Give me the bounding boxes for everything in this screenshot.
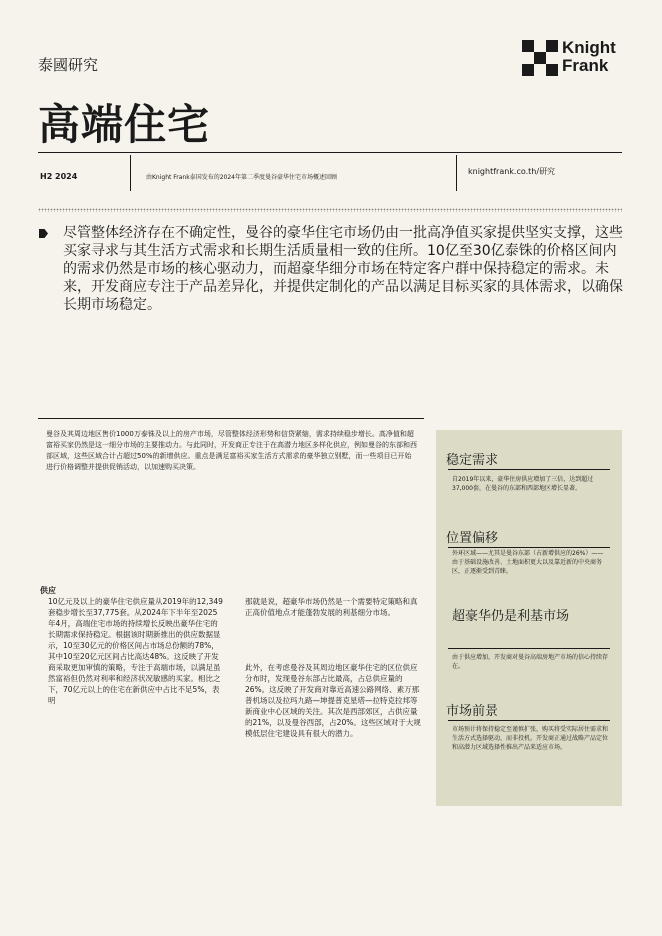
sidebar-rule (448, 469, 610, 470)
supply-column-2-part-2: 此外，在考虑曼谷及其周边地区豪华住宅的区位供应分布时，发现曼谷东部占比最高，占总供应量的26%。这反映了开发商对靠近高速公路网络、素万那普机场以及拉玛九路—坤提普克星塔—拉特克拉邦等新商业中心区域的关注。其次是西部郊区，占供应量的21%，以及曼谷西部，占20%。这些区域对于大规模低层住宅建设具有很大的潜力。 (245, 663, 421, 738)
website-link[interactable]: knightfrank.co.th/研究 (468, 167, 556, 176)
pentagon-bullet-icon (39, 229, 48, 238)
page-title: 高端住宅 (38, 100, 211, 149)
sidebar-heading: 稳定需求 (446, 453, 499, 468)
header-rule (38, 152, 622, 153)
supply-column-2-part-1: 那就是说，超豪华市场仍然是一个需要特定策略和真正高价值地点才能蓬勃发展的利基细分市场。 (245, 597, 418, 617)
sidebar-heading: 市场前景 (446, 704, 499, 719)
logo-word-knight: Knight (562, 38, 616, 57)
meta-divider (456, 155, 457, 191)
sidebar-rule (448, 547, 610, 548)
report-period: H2 2024 (40, 172, 78, 181)
intro-rule (38, 418, 424, 419)
knight-frank-logo (522, 40, 622, 76)
intro-paragraph: 曼谷及其周边地区售价1000万泰铢及以上的房产市场，尽管整体经济形势和信贷紧缩，需求持续稳步增长。高净值和超富裕买家仍然是这一细分市场的主要推动力。与此同时，开发商正专注于在高潜力地区多样化供应，例如曼谷的东部和西部区域，这些区域合计占超过50%的新增供应。重点是满足富裕买家生活方式需求的豪华独立别墅，而一些项目已开始进行价格调整并提供促销活动，以加速购买决策。 (46, 430, 417, 471)
lead-paragraph: 尽管整体经济存在不确定性，曼谷的豪华住宅市场仍由一批高净值买家提供坚实支撑，这些买家寻求与其生活方式需求和长期生活质量相一致的住所。10亿至30亿泰铢的价格区间内的需求仍然是市场的核心驱动力，而超豪华细分市场在特定客户群中保持稳定的需求。未来，开发商应专注于产品差异化，并提供定制化的产品以满足目标买家的具体需求，以确保长期市场稳定。 (63, 225, 623, 313)
meta-divider (130, 155, 131, 191)
logo-mark-icon (522, 40, 558, 76)
section-label: 泰國研究 (38, 56, 99, 74)
sidebar-text: 外环区域——尤其是曼谷东部（占新增供应的26%）——由于基础设施改善、土地面积更大以及靠近新的中央商务区，正逐渐受到青睐。 (452, 550, 604, 575)
sidebar-rule (448, 720, 610, 721)
sidebar-text: 由于供应增加，开发商对曼谷高端房地产市场的信心持续存在。 (452, 654, 609, 670)
sidebar-heading: 位置偏移 (446, 531, 499, 546)
supply-heading: 供应 (40, 586, 56, 595)
sidebar-text: 自2019年以来，豪华住房供应增加了三倍，达到超过37,000套，在曼谷的东部和西部地区增长显著。 (452, 476, 594, 492)
sidebar-heading: 超豪华仍是利基市场 (452, 609, 570, 624)
supply-column-1: 10亿元及以上的豪华住宅供应量从2019年的12,349套稳步增长至37,775套。从2024年下半年至2025年4月，高端住宅市场的持续增长反映出豪华住宅的长期需求保持稳定。根据该时期新推出的供应数据显示，10至30亿元的价格区间占市场总份额的78%，其中10至20亿元区间占比高达48%。这反映了开发商采取更加审慎的策略，专注于高端市场，以满足虽然富裕但仍然对利率和经济状况敏感的买家。相比之下，70亿元以上的住宅在新供应中占比不足5%，表明 (48, 597, 223, 705)
sidebar-rule (448, 648, 610, 649)
logo-word-frank: Frank (562, 56, 609, 75)
dotted-divider (38, 208, 622, 212)
report-description: 由Knight Frank泰国发布的2024年第二季度曼谷豪华住宅市场概述回顾 (146, 174, 337, 181)
key-points-sidebar (436, 430, 622, 806)
sidebar-text: 市场预计将保持稳定至谨慎扩张，购买将受实际居住需求和生活方式选择驱动，而非投机。开发商正通过战略产品定位和高潜力区域选择性推出产品来适应市场。 (452, 726, 609, 751)
